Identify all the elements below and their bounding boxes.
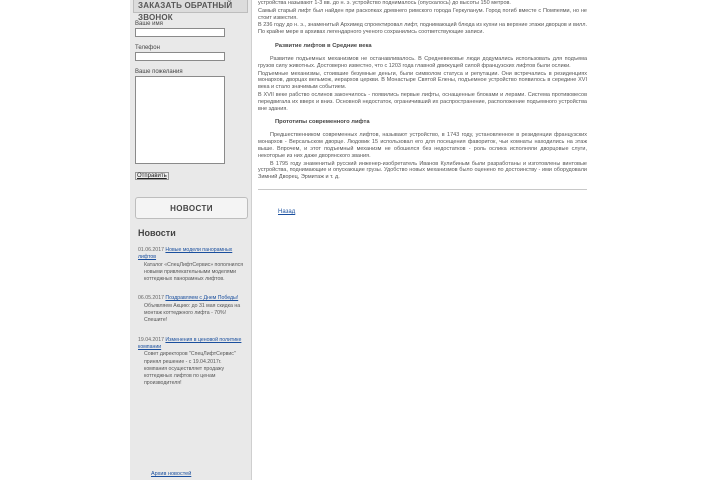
section-heading: Прототипы современного лифта bbox=[275, 119, 370, 126]
news-link[interactable]: Изменения в ценовой политике компании bbox=[138, 336, 242, 350]
news-date: 19.04.2017 bbox=[138, 336, 164, 343]
news-archive-link[interactable]: Архив новостей bbox=[151, 471, 192, 477]
news-text: Каталог «СпецЛифтСервис» пополнился новыми привлекательными моделями коттеджных панорамных лифтов. bbox=[144, 261, 244, 283]
article bbox=[258, 0, 587, 480]
article-paragraph: Развитие подъемных механизмов не останавливалось. В Средневековье люди додумались использовать для подъема грузов силу животных. Достоверно известно, что с 1203 года главной движущей силой французских лифтов были ослики. bbox=[258, 55, 587, 69]
news-date: 01.06.2017 bbox=[138, 247, 164, 253]
news-text: Объявляем Акцию: до 31 мая скидка на монтаж коттеджного лифта - 70%! Спешите! bbox=[144, 302, 241, 324]
section-heading: Развитие лифтов в Средние века bbox=[275, 42, 372, 49]
phone-input[interactable] bbox=[135, 52, 225, 61]
news-link[interactable]: Поздравляем с Днем Победы! bbox=[165, 295, 239, 302]
content-divider bbox=[258, 189, 587, 190]
name-input[interactable] bbox=[135, 28, 225, 37]
phone-label: Телефон bbox=[135, 45, 160, 51]
news-link[interactable]: Новые модели панорамных лифтов bbox=[138, 247, 233, 261]
news-button[interactable]: НОВОСТИ bbox=[135, 197, 248, 219]
news-text: Совет директоров "СпецЛифтСервис" принял решение - с 19.04.2017г. компания осуществляет продажу коттеджных лифтов по ценам производителя! bbox=[144, 351, 236, 387]
sidebar bbox=[130, 0, 252, 480]
news-date: 06.05.2017 bbox=[138, 295, 164, 302]
back-link[interactable]: Назад bbox=[278, 208, 296, 215]
article-paragraph: устройства называют 1-3 вв. до н. э. устройство поднималось (опускалось) до высоты 150 метров. bbox=[258, 0, 511, 6]
news-item bbox=[138, 337, 245, 388]
article-paragraph: В 1795 году знаменитый русский инженер-изобретатель Иванов Кулибиным были разработаны и изготовлены винтовые устройства, поднимающие и опускающие грузы. Удобство новых механизмов было оценено по достоинству - ими оборудовали Зимний Дворец, Эрмитаж и т. д. bbox=[258, 160, 587, 181]
article-paragraph: В XVII веке рабство ослинов закончилось - появились первые лифты, оснащенные блоками и лерами. Система противовесов передвигала их вверх и вниз. Основной недостаток, ограничивший их распространение, расположение подъемного устройства вне здания. bbox=[258, 91, 587, 112]
article-paragraph: В 236 году до н. э., знаменитый Архимед спроектировал лифт, поднимающий блюда из кухни на верхние этажи дворцов и вилл. По крайне мере в архивах легендарного ученого сохранились соответствующие записи. bbox=[258, 22, 587, 36]
send-button[interactable]: Отправить bbox=[137, 173, 167, 179]
name-label: Ваше имя bbox=[135, 21, 163, 27]
question-textarea[interactable] bbox=[135, 76, 225, 164]
question-label: Ваше пожелания bbox=[135, 69, 183, 75]
article-paragraph: Подъемные механизмы, стоившие безумные деньги, были символом статуса и репутации. Они встречались в резиденциях монархов, дворцах вельмож, иерархов церкви. В Монастыре Святой Елены, подъемное устройство появилось в середине XVI века и стало значимым событием. bbox=[258, 70, 587, 91]
news-item bbox=[138, 295, 245, 324]
article-paragraph: Предшественником современных лифтов, называют устройство, в 1743 году, установленное в резиденции французских монархов - Версальском дворце. Людовик 15 использовал его для посещения фавориток, чьи комнаты находились на этаж выше. Впрочем, и этот подъемный механизм не обошелся без недостатков - роль ослика исполняли дворцовые слуги, некоторые из них даже дворянского звания. bbox=[258, 132, 587, 159]
article-paragraph: Самый старый лифт был найден при раскопках древнего римского города Геркуланум. Город погиб вместе с Помпеями, но не стоит известия. bbox=[258, 7, 587, 21]
news-item bbox=[138, 247, 245, 283]
callback-form-header: ЗАКАЗАТЬ ОБРАТНЫЙ ЗВОНОК bbox=[133, 0, 248, 13]
news-heading: Новости bbox=[138, 228, 176, 238]
